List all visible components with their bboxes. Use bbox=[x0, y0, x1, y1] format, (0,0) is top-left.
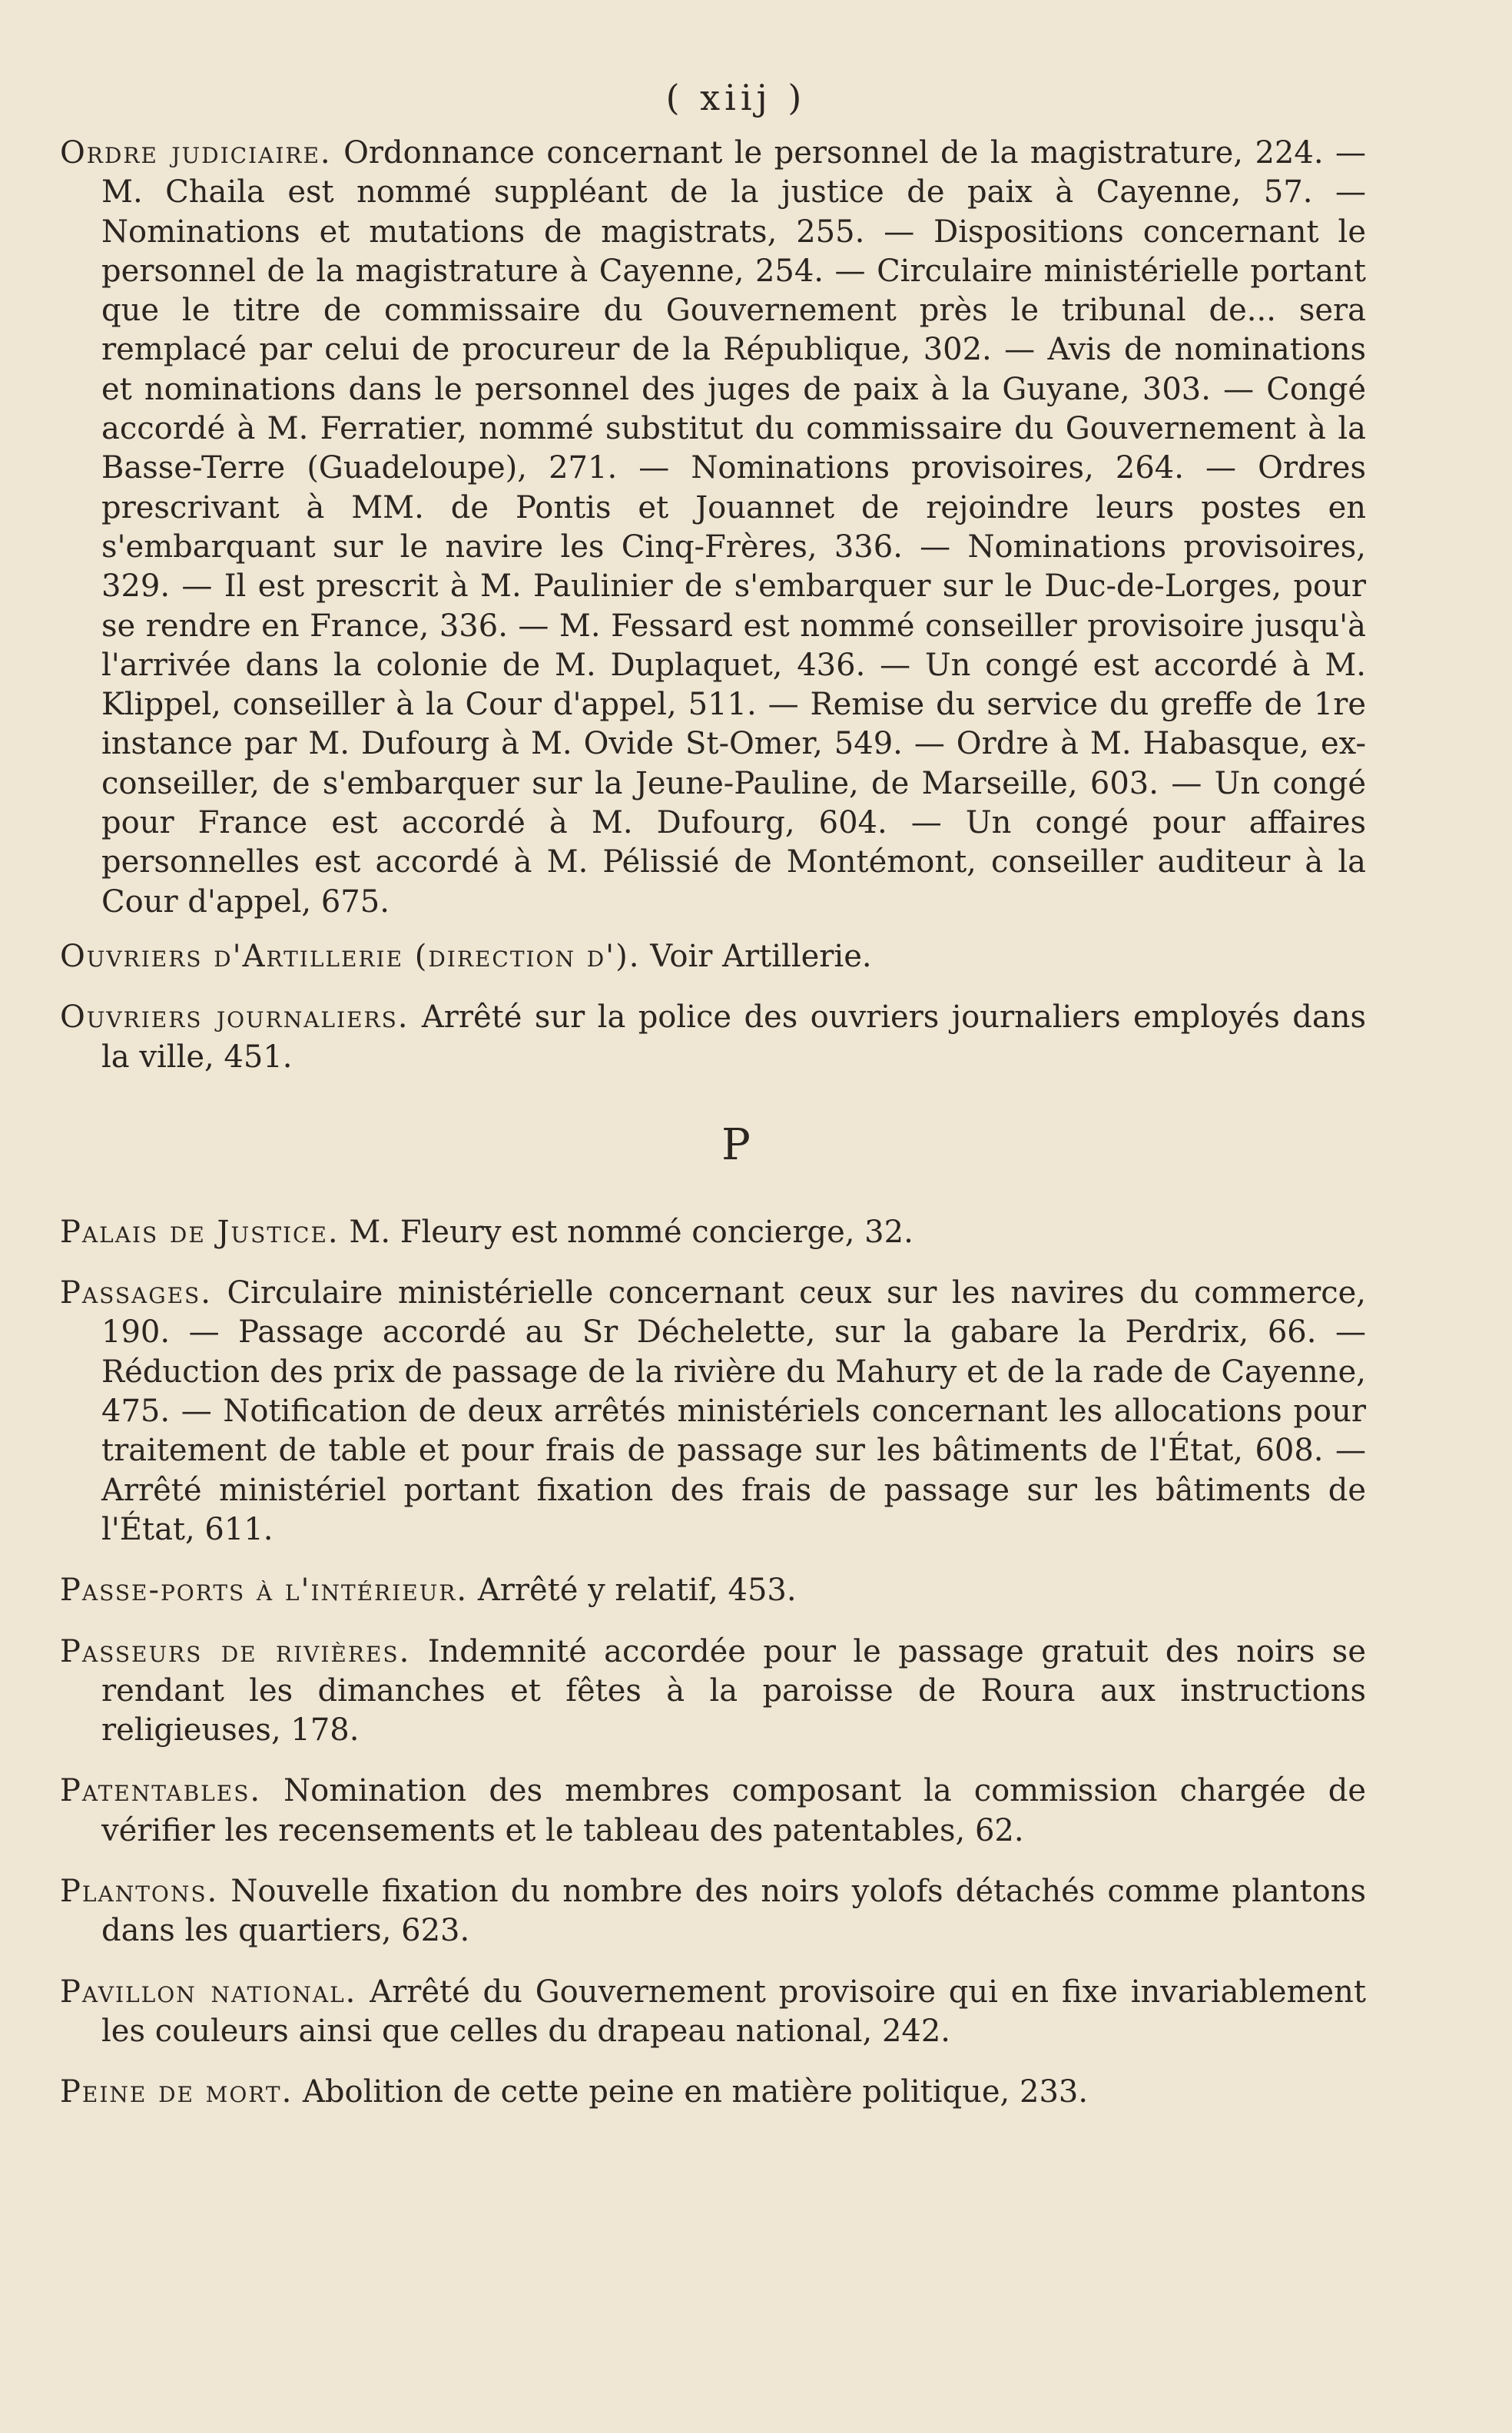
index-entry bbox=[60, 1872, 1366, 1951]
index-entry bbox=[60, 1571, 1366, 1610]
entry-text: Arrêté du Gouvernement provisoire qui en fixe invariablement les couleurs ainsi que celles du drapeau national, 242. bbox=[101, 1974, 1366, 2049]
entry-text: Arrêté sur la police des ouvriers journaliers employés dans la ville, 451. bbox=[101, 999, 1367, 1075]
index-entry bbox=[60, 1632, 1366, 1751]
entry-heading: Peine de mort. bbox=[60, 2074, 293, 2110]
index-entry bbox=[60, 1213, 1366, 1252]
index-entry bbox=[60, 1973, 1366, 2052]
entry-text: M. Fleury est nommé concierge, 32. bbox=[349, 1214, 914, 1250]
page-folio: ( xiij ) bbox=[665, 77, 807, 118]
entry-text: Circulaire ministérielle concernant ceux sur les navires du commerce, 190. — Passage accordé au Sr Déchelette, sur la gabare la Perdrix, 66. — Réduction des prix de passage de la rivière du Mahury et de la rade de Cayenne, 475. — Notification de deux arrêtés ministériels concernant les allocations pour traitement de table et pour frais de passage sur les bâtiments de l'État, 608. — Arrêté ministériel portant fixation des frais de passage sur les bâtiments de l'État, 611. bbox=[101, 1275, 1366, 1547]
index-entry bbox=[60, 937, 1366, 976]
index-entry bbox=[60, 998, 1366, 1077]
entry-heading: Plantons. bbox=[60, 1873, 219, 1909]
entry-heading: Palais de Justice. bbox=[60, 1214, 340, 1250]
entry-heading: Passages. bbox=[60, 1275, 212, 1311]
entry-text: Ordonnance concernant le personnel de la magistrature, 224. — M. Chaila est nommé suppléant de la justice de paix à Cayenne, 57. — Nominations et mutations de magistrats, 255. — Dispositions concernant le personnel de la magistrature à Cayenne, 254. — Circulaire ministérielle portant que le titre de commissaire du Gouvernement près le tribunal de... sera remplacé par celui de procureur de la République, 302. — Avis de nominations et nominations dans le personnel des juges de paix à la Guyane, 303. — Congé accordé à M. Ferratier, nommé substitut du commissaire du Gouvernement à la Basse-Terre (Guadeloupe), 271. — Nominations provisoires, 264. — Ordres prescrivant à MM. de Pontis et Jouannet de rejoindre leurs postes en s'embarquant sur le navire les Cinq-Frères, 336. — Nominations provisoires, 329. — Il est prescrit à M. Paulinier de s'embarquer sur le Duc-de-Lorges, pour se rendre en France, 336. — M. Fessard est nommé conseiller provisoire jusqu'à l'arrivée dans la colonie de M. Duplaquet, 436. — Un congé est accordé à M. Klippel, conseiller à la Cour d'appel, 511. — Remise du service du greffe de 1re instance par M. Dufourg à M. Ovide St-Omer, 549. — Ordre à M. Habasque, ex-conseiller, de s'embarquer sur la Jeune-Pauline, de Marseille, 603. — Un congé pour France est accordé à M. Dufourg, 604. — Un congé pour affaires personnelles est accordé à M. Pélissié de Montémont, conseiller auditeur à la Cour d'appel, 675. bbox=[101, 135, 1366, 920]
entry-heading: Passeurs de rivières. bbox=[60, 1633, 411, 1669]
entry-text: Voir Artillerie. bbox=[650, 938, 872, 974]
entry-heading: Passe-ports à l'intérieur. bbox=[60, 1573, 469, 1609]
section-letter: P bbox=[721, 1119, 751, 1170]
entry-heading: Ouvriers journaliers. bbox=[60, 999, 410, 1036]
entry-heading: Pavillon national. bbox=[60, 1974, 357, 2010]
entry-heading: Ordre judiciaire. bbox=[60, 135, 332, 171]
entry-text: Arrêté y relatif, 453. bbox=[477, 1573, 797, 1609]
section-o bbox=[60, 134, 1366, 1077]
entry-text: Abolition de cette peine en matière politique, 233. bbox=[303, 2074, 1089, 2110]
section-p bbox=[60, 1213, 1366, 2113]
entry-text: Nouvelle fixation du nombre des noirs yolofs détachés comme plantons dans les quartiers, 623. bbox=[101, 1873, 1366, 1949]
entry-heading: Patentables. bbox=[60, 1773, 262, 1809]
entry-text: Indemnité accordée pour le passage gratuit des noirs se rendant les dimanches et fêtes à la paroisse de Roura aux instructions religieuses, 178. bbox=[101, 1633, 1367, 1749]
index-entry bbox=[60, 1274, 1366, 1550]
entry-heading: Ouvriers d'Artillerie (direction d'). bbox=[60, 938, 641, 974]
index-entry bbox=[60, 2073, 1366, 2112]
index-entry bbox=[60, 134, 1366, 922]
entry-text: Nomination des membres composant la commission chargée de vérifier les recensements et le tableau des patentables, 62. bbox=[101, 1773, 1366, 1848]
index-entry bbox=[60, 1772, 1366, 1851]
